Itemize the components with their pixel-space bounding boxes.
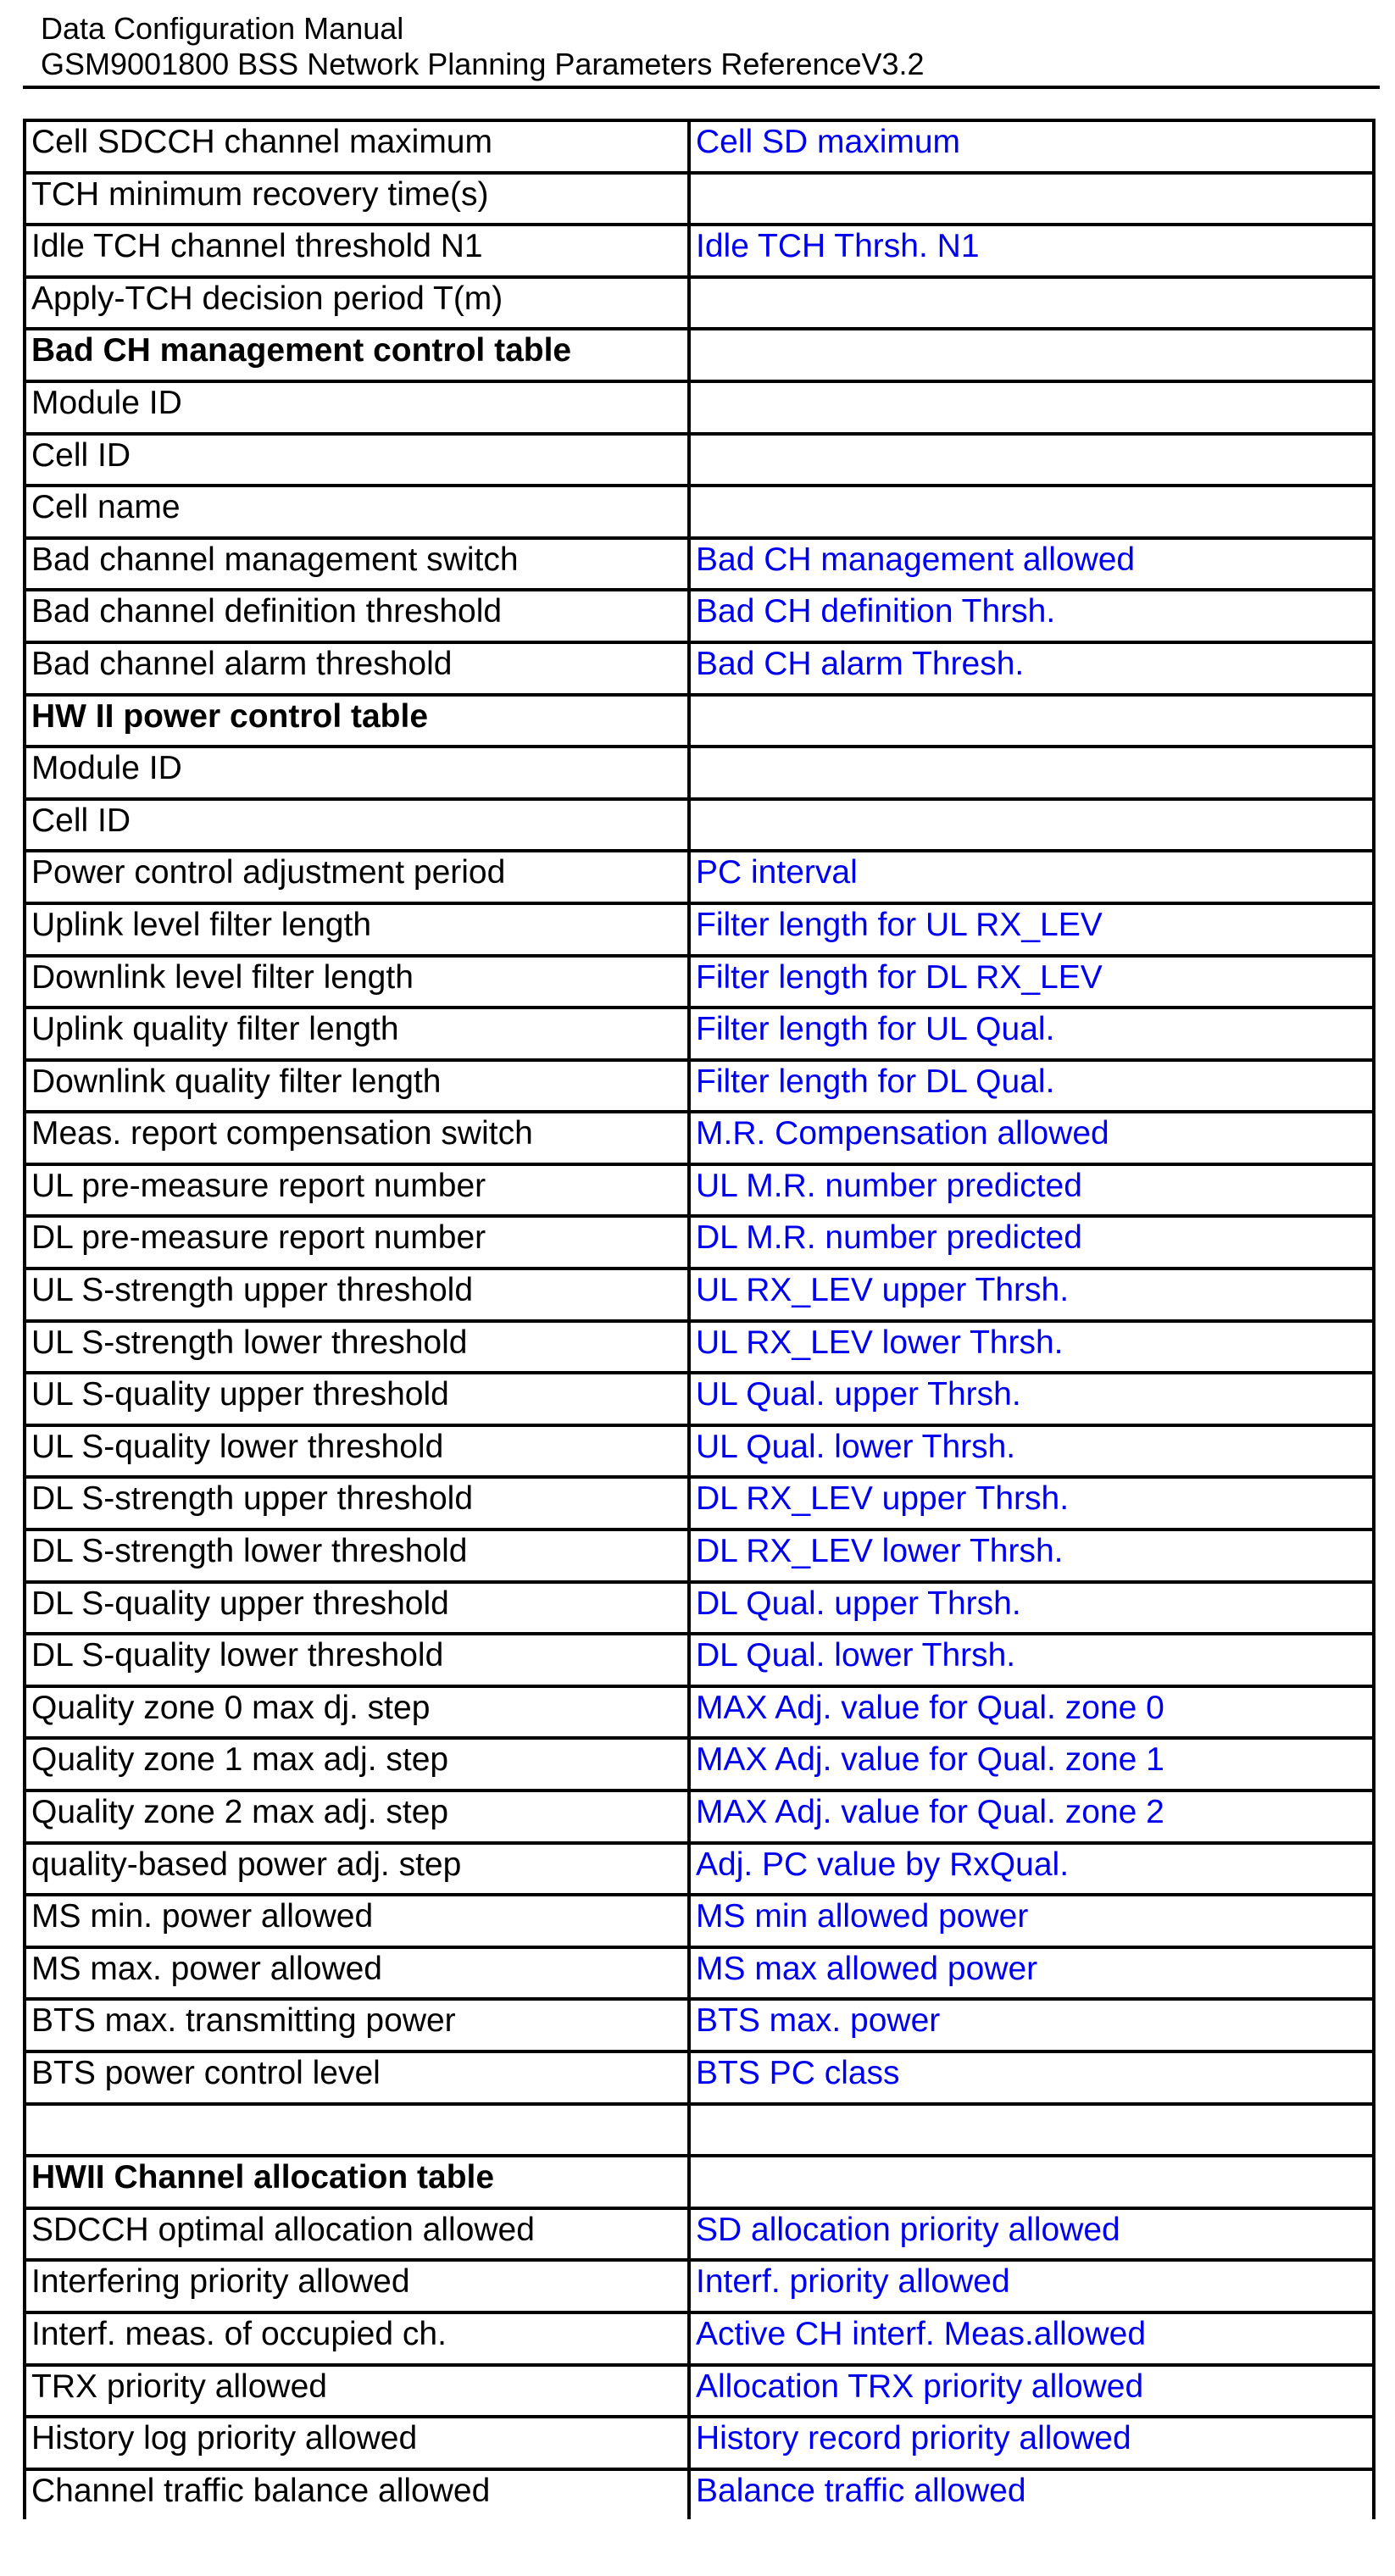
- parameter-name: HW II power control table: [25, 695, 689, 747]
- parameter-name: TCH minimum recovery time(s): [25, 173, 689, 225]
- parameter-abbreviation: SD allocation priority allowed: [689, 2208, 1374, 2261]
- parameter-abbreviation: MAX Adj. value for Qual. zone 2: [689, 1790, 1374, 1843]
- parameter-abbreviation: Allocation TRX priority allowed: [689, 2365, 1374, 2418]
- parameter-abbreviation: MAX Adj. value for Qual. zone 1: [689, 1738, 1374, 1790]
- parameter-abbreviation: BTS max. power: [689, 1999, 1374, 2051]
- parameter-abbreviation: Active CH interf. Meas.allowed: [689, 2312, 1374, 2365]
- table-row: [25, 1321, 1374, 1374]
- parameter-name: Bad channel alarm threshold: [25, 642, 689, 695]
- parameter-abbreviation: [689, 381, 1374, 434]
- parameter-name: Quality zone 2 max adj. step: [25, 1790, 689, 1843]
- parameter-name: Module ID: [25, 381, 689, 434]
- parameter-name: Quality zone 1 max adj. step: [25, 1738, 689, 1790]
- parameter-name: Apply-TCH decision period T(m): [25, 277, 689, 330]
- parameter-name: MS min. power allowed: [25, 1895, 689, 1947]
- table-row: [25, 1790, 1374, 1843]
- parameter-abbreviation: Filter length for UL Qual.: [689, 1008, 1374, 1060]
- parameter-name: Downlink quality filter length: [25, 1060, 689, 1113]
- table-row: [25, 2260, 1374, 2312]
- table-row: [25, 1634, 1374, 1686]
- parameter-abbreviation: Idle TCH Thrsh. N1: [689, 225, 1374, 277]
- parameter-name: UL S-quality lower threshold: [25, 1425, 689, 1478]
- parameter-abbreviation: Bad CH management allowed: [689, 538, 1374, 591]
- parameter-abbreviation: Filter length for DL Qual.: [689, 1060, 1374, 1113]
- document-title: Data Configuration Manual: [41, 11, 404, 46]
- table-section-heading: [25, 329, 1374, 381]
- parameter-name: Cell ID: [25, 799, 689, 852]
- parameter-name: SDCCH optimal allocation allowed: [25, 2208, 689, 2261]
- parameter-name: Cell SDCCH channel maximum: [25, 120, 689, 173]
- header-divider: [23, 86, 1380, 89]
- table-row: [25, 799, 1374, 852]
- parameter-abbreviation: MAX Adj. value for Qual. zone 0: [689, 1686, 1374, 1739]
- table-row: [25, 2051, 1374, 2104]
- parameter-name: Module ID: [25, 747, 689, 799]
- parameter-abbreviation: [689, 2104, 1374, 2157]
- parameter-name: BTS max. transmitting power: [25, 1999, 689, 2051]
- parameter-abbreviation: UL Qual. lower Thrsh.: [689, 1425, 1374, 1478]
- table-row: [25, 1582, 1374, 1635]
- parameter-name: DL S-quality upper threshold: [25, 1582, 689, 1635]
- table-row: [25, 1477, 1374, 1530]
- table-row: [25, 956, 1374, 1008]
- parameter-name: History log priority allowed: [25, 2417, 689, 2469]
- table-row: [25, 381, 1374, 434]
- parameter-abbreviation: History record priority allowed: [689, 2417, 1374, 2469]
- parameter-abbreviation: DL RX_LEV upper Thrsh.: [689, 1477, 1374, 1530]
- document-subtitle: GSM9001800 BSS Network Planning Parameters ReferenceV3.2: [41, 47, 925, 81]
- parameter-abbreviation: BTS PC class: [689, 2051, 1374, 2104]
- table-row: [25, 2104, 1374, 2157]
- table-row: [25, 1530, 1374, 1582]
- parameter-name: Uplink level filter length: [25, 903, 689, 956]
- table-row: [25, 1425, 1374, 1478]
- parameter-abbreviation: [689, 2156, 1374, 2208]
- table-row: [25, 173, 1374, 225]
- table-row: [25, 1216, 1374, 1269]
- parameter-abbreviation: Cell SD maximum: [689, 120, 1374, 173]
- table-row: [25, 1895, 1374, 1947]
- parameter-table: [23, 119, 1376, 2519]
- parameter-abbreviation: [689, 486, 1374, 538]
- parameter-name: MS max. power allowed: [25, 1947, 689, 2000]
- parameter-abbreviation: Filter length for DL RX_LEV: [689, 956, 1374, 1008]
- parameter-name: Bad channel management switch: [25, 538, 689, 591]
- parameter-abbreviation: [689, 747, 1374, 799]
- table-row: [25, 747, 1374, 799]
- table-row: [25, 1686, 1374, 1739]
- table-row: [25, 1843, 1374, 1896]
- parameter-abbreviation: [689, 434, 1374, 486]
- table-row: [25, 1112, 1374, 1164]
- table-row: [25, 225, 1374, 277]
- parameter-name: BTS power control level: [25, 2051, 689, 2104]
- parameter-abbreviation: Balance traffic allowed: [689, 2469, 1374, 2520]
- parameter-name: Bad CH management control table: [25, 329, 689, 381]
- parameter-abbreviation: UL Qual. upper Thrsh.: [689, 1373, 1374, 1425]
- parameter-name: Meas. report compensation switch: [25, 1112, 689, 1164]
- parameter-name: UL S-strength upper threshold: [25, 1269, 689, 1321]
- parameter-abbreviation: Adj. PC value by RxQual.: [689, 1843, 1374, 1896]
- parameter-abbreviation: Bad CH alarm Thresh.: [689, 642, 1374, 695]
- parameter-abbreviation: [689, 695, 1374, 747]
- table-row: [25, 1164, 1374, 1217]
- table-row: [25, 903, 1374, 956]
- parameter-name: Idle TCH channel threshold N1: [25, 225, 689, 277]
- parameter-name: HWII Channel allocation table: [25, 2156, 689, 2208]
- table-row: [25, 277, 1374, 330]
- table-row: [25, 2312, 1374, 2365]
- table-row: [25, 1738, 1374, 1790]
- parameter-name: UL S-quality upper threshold: [25, 1373, 689, 1425]
- parameter-name: Downlink level filter length: [25, 956, 689, 1008]
- parameter-name: Interf. meas. of occupied ch.: [25, 2312, 689, 2365]
- parameter-abbreviation: Bad CH definition Thrsh.: [689, 590, 1374, 642]
- table-row: [25, 642, 1374, 695]
- table-row: [25, 2365, 1374, 2418]
- parameter-abbreviation: DL M.R. number predicted: [689, 1216, 1374, 1269]
- parameter-name: Uplink quality filter length: [25, 1008, 689, 1060]
- parameter-name: [25, 2104, 689, 2157]
- parameter-abbreviation: MS min allowed power: [689, 1895, 1374, 1947]
- table-row: [25, 2208, 1374, 2261]
- parameter-abbreviation: M.R. Compensation allowed: [689, 1112, 1374, 1164]
- table-section-heading: [25, 695, 1374, 747]
- parameter-abbreviation: Filter length for UL RX_LEV: [689, 903, 1374, 956]
- table-row: [25, 538, 1374, 591]
- parameter-name: DL S-strength lower threshold: [25, 1530, 689, 1582]
- table-section-heading: [25, 2156, 1374, 2208]
- parameter-abbreviation: UL RX_LEV lower Thrsh.: [689, 1321, 1374, 1374]
- parameter-name: Interfering priority allowed: [25, 2260, 689, 2312]
- parameter-abbreviation: [689, 799, 1374, 852]
- parameter-abbreviation: PC interval: [689, 851, 1374, 903]
- parameter-name: DL S-strength upper threshold: [25, 1477, 689, 1530]
- parameter-abbreviation: UL RX_LEV upper Thrsh.: [689, 1269, 1374, 1321]
- table-row: [25, 2469, 1374, 2520]
- parameter-name: TRX priority allowed: [25, 2365, 689, 2418]
- parameter-name: UL S-strength lower threshold: [25, 1321, 689, 1374]
- table-row: [25, 2417, 1374, 2469]
- table-row: [25, 590, 1374, 642]
- parameter-abbreviation: Interf. priority allowed: [689, 2260, 1374, 2312]
- table-row: [25, 486, 1374, 538]
- parameter-name: Power control adjustment period: [25, 851, 689, 903]
- parameter-name: Cell name: [25, 486, 689, 538]
- parameter-abbreviation: [689, 173, 1374, 225]
- parameter-abbreviation: DL RX_LEV lower Thrsh.: [689, 1530, 1374, 1582]
- parameter-abbreviation: DL Qual. upper Thrsh.: [689, 1582, 1374, 1635]
- parameter-name: Channel traffic balance allowed: [25, 2469, 689, 2520]
- parameter-name: DL pre-measure report number: [25, 1216, 689, 1269]
- parameter-abbreviation: [689, 329, 1374, 381]
- table-row: [25, 1008, 1374, 1060]
- table-row: [25, 1269, 1374, 1321]
- parameter-name: UL pre-measure report number: [25, 1164, 689, 1217]
- parameter-abbreviation: UL M.R. number predicted: [689, 1164, 1374, 1217]
- parameter-abbreviation: [689, 277, 1374, 330]
- table-row: [25, 1947, 1374, 2000]
- parameter-abbreviation: DL Qual. lower Thrsh.: [689, 1634, 1374, 1686]
- parameter-name: quality-based power adj. step: [25, 1843, 689, 1896]
- table-row: [25, 1060, 1374, 1113]
- parameter-name: Quality zone 0 max dj. step: [25, 1686, 689, 1739]
- table-row: [25, 1999, 1374, 2051]
- table-row: [25, 851, 1374, 903]
- parameter-name: DL S-quality lower threshold: [25, 1634, 689, 1686]
- table-row: [25, 1373, 1374, 1425]
- parameter-name: Bad channel definition threshold: [25, 590, 689, 642]
- table-row: [25, 120, 1374, 173]
- parameter-name: Cell ID: [25, 434, 689, 486]
- parameter-abbreviation: MS max allowed power: [689, 1947, 1374, 2000]
- table-row: [25, 434, 1374, 486]
